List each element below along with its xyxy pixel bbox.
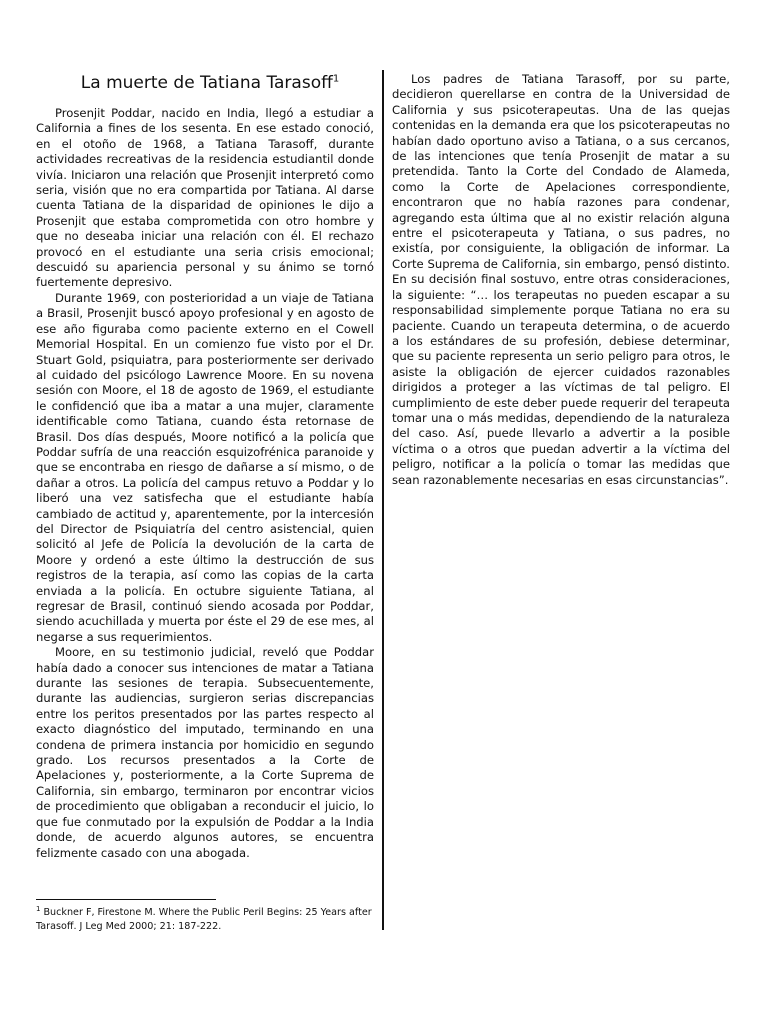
footnote-separator [36, 899, 216, 900]
left-column [36, 72, 374, 861]
title-footnote-mark: 1 [332, 73, 340, 85]
paragraph: Durante 1969, con posterioridad a un viaje de Tatiana a Brasil, Prosenjit buscó apoyo profesional y en agosto de ese año figuraba como paciente externo en el Cowell Memorial Hospital. En un comienzo fue visto por el Dr. Stuart Gold, psiquiatra, para posteriormente ser derivado al cuidado del psicólogo Lawrence Moore. En su novena sesión con Moore, el 18 de agosto de 1969, el estudiante le confidenció que iba a matar a una mujer, claramente identificable como Tatiana, cuando ésta retornase de Brasil. Dos días después, Moore notificó a la policía que Poddar sufría de una reacción esquizofrénica paranoide y que se encontraba en riesgo de dañarse a sí mismo, o de dañar a otros. La policía del campus retuvo a Poddar y lo liberó una vez satisfecha que el estudiante había cambiado de actitud y, aparentemente, por la intercesión del Director de Psiquiatría del centro asistencial, quien solicitó al Jefe de Policía la devolución de la carta de Moore y ordenó a este último la destrucción de sus registros de la terapia, así como las copias de la carta enviada a la policía. En octubre siguiente Tatiana, al regresar de Brasil, continuó siendo acosada por Poddar, siendo acuchillada y muerta por éste el 29 de ese mes, al negarse a sus requerimientos. [36, 290, 374, 644]
document-title [36, 72, 374, 94]
paragraph: Los padres de Tatiana Tarasoff, por su parte, decidieron querellarse en contra de la Universidad de California y sus psicoterapeutas. Una de las quejas contenidas en la demanda era que los psicoterapeutas no habían dado oportuno aviso a Tatiana, o a sus cercanos, de las intenciones que tenía Prosenjit de matar a su pretendida. Tanto la Corte del Condado de Alameda, como la Corte de Apelaciones correspondiente, encontraron que no había razones para condenar, agregando esta última que al no existir relación alguna entre el psicoterapeuta y Tatiana, o sus padres, no existía, por consiguiente, la obligación de informar. La Corte Suprema de California, sin embargo, pensó distinto. En su decisión final sostuvo, entre otras consideraciones, la siguiente: “… los terapeutas no pueden escapar a su responsabilidad simplemente porque Tatiana no era su paciente. Cuando un terapeuta determina, o de acuerdo a los estándares de su profesión, debiese determinar, que su paciente representa un serio peligro para otros, le asiste la obligación de ejercer cuidados razonables dirigidos a proteger a las víctimas de tal peligro. El cumplimiento de este deber puede requerir del terapeuta tomar una o más medidas, dependiendo de la naturaleza del caso. Así, puede llevarlo a advertir a la posible víctima o a otros que puedan advertir a la víctima del peligro, notificar a la policía o tomar las medidas que sean razonablemente necesarias en esas circunstancias”. [392, 72, 730, 487]
right-column [392, 72, 730, 488]
column-divider [382, 70, 384, 930]
footnote-text: Buckner F, Firestone M. Where the Public Peril Begins: 25 Years after Tarasoff. J Leg Med 2000; 21: 187-222. [36, 907, 372, 932]
paragraph: Prosenjit Poddar, nacido en India, llegó a estudiar a California a fines de los sesenta. En ese estado conoció, en el otoño de 1968, a Tatiana Tarasoff, durante actividades recreativas de la residencia estudiantil donde vivía. Iniciaron una relación que Prosenjit interpretó como seria, visión que no era compartida por Tatiana. Al darse cuenta Tatiana de la disparidad de opiniones le dijo a Prosenjit que estaba comprometida con otro hombre y que no deseaba iniciar una relación con él. El rechazo provocó en el estudiante una seria crisis emocional; descuidó su apariencia personal y su ánimo se tornó fuertemente depresivo. [36, 106, 374, 290]
title-text: La muerte de Tatiana Tarasoff [80, 73, 333, 93]
footnote-mark: 1 [36, 904, 41, 913]
footnote [36, 906, 376, 934]
paragraph: Moore, en su testimonio judicial, reveló que Poddar había dado a conocer sus intenciones de matar a Tatiana durante las sesiones de terapia. Subsecuentemente, durante las audiencias, surgieron serias discrepancias entre los peritos presentados por las partes respecto al exacto diagnóstico del imputado, terminando en una condena de primera instancia por homicidio en segundo grado. Los recursos presentados a la Corte de Apelaciones y, posteriormente, a la Corte Suprema de California, sin embargo, terminaron por encontrar vicios de procedimiento que obligaban a reconducir el juicio, lo que fue conmutado por la expulsión de Poddar a la India donde, de acuerdo algunos autores, se encuentra felizmente casado con una abogada. [36, 645, 374, 860]
